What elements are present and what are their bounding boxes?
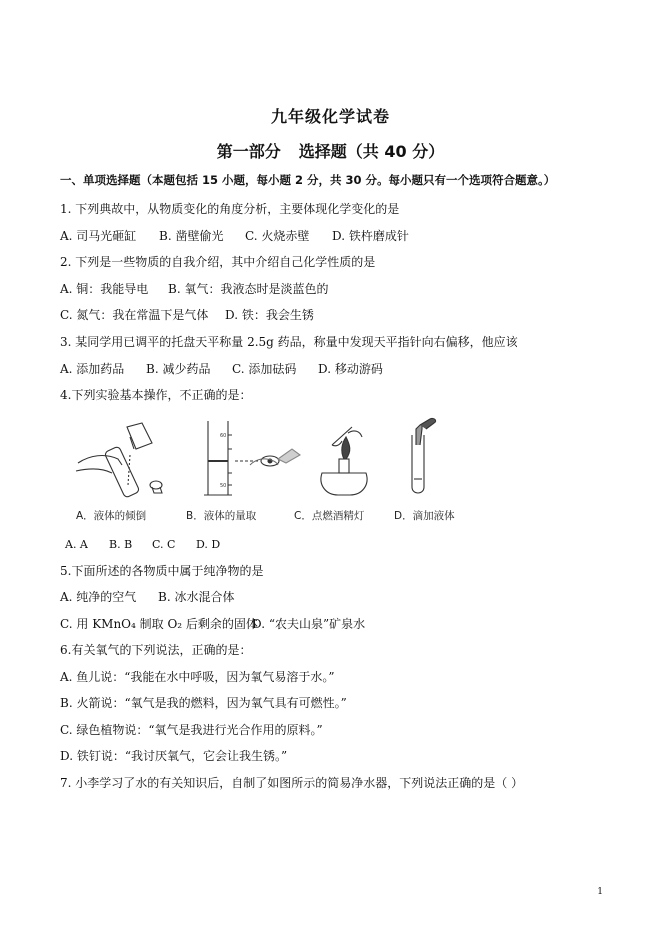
question-4-option-d: D. D: [196, 538, 221, 551]
question-3-option-d: D. 移动游码: [318, 362, 383, 376]
question-6-option-a: A. 鱼儿说：“我能在水中呼吸，因为氧气易溶于水。”: [60, 670, 335, 684]
alcohol-lamp-figure: [321, 427, 367, 495]
question-1-option-c: C. 火烧赤壁: [245, 229, 310, 243]
question-5-options-ab: [60, 589, 234, 605]
figure-label-d: D．滴加液体: [394, 510, 455, 522]
question-2-option-a: A. 铜：我能导电: [60, 282, 149, 296]
question-1-option-b: B. 凿壁偷光: [159, 229, 224, 243]
part-label: 第一部分: [216, 142, 281, 161]
exam-title: 九年级化学试卷: [270, 107, 390, 126]
question-4-option-c: C. C: [152, 538, 176, 551]
question-6-option-d: D. 铁钉说：“我讨厌氧气，它会让我生锈。”: [60, 749, 288, 763]
question-1-options: [60, 228, 409, 244]
measuring-cylinder-figure: [204, 421, 300, 495]
part-subtitle: 选择题（共 40 分）: [298, 142, 445, 161]
dropper-figure: [412, 418, 436, 493]
question-5-option-d: D. “农夫山泉”矿泉水: [252, 617, 366, 631]
question-6-option-c: C. 绿色植物说：“氧气是我进行光合作用的原料。”: [60, 723, 323, 737]
question-3-option-a: A. 添加药品: [60, 362, 125, 376]
pouring-liquid-figure: [76, 423, 162, 498]
watermark-scribble: [250, 459, 278, 465]
question-4-option-a: A. A: [65, 538, 88, 551]
question-3-options: [60, 361, 383, 377]
question-3-option-b: B. 减少药品: [146, 362, 211, 376]
question-1-stem: 1. 下列典故中，从物质变化的角度分析，主要体现化学变化的是: [60, 202, 400, 216]
question-5-options-cd: [60, 616, 365, 632]
figure-label-b: B．液体的量取: [186, 510, 257, 522]
question-5-option-a: A. 纯净的空气: [60, 590, 137, 604]
figure-label-c: C．点燃酒精灯: [294, 510, 365, 522]
question-2-stem: 2. 下列是一些物质的自我介绍，其中介绍自己化学性质的是: [60, 255, 376, 269]
question-4-option-b: B. B: [109, 538, 133, 551]
question-2-options-cd: [60, 307, 314, 323]
question-2-option-c: C. 氮气：我在常温下是气体: [60, 308, 209, 322]
question-5-option-c: C. 用 KMnO₄ 制取 O₂ 后剩余的固体: [60, 617, 258, 631]
question-6-stem: 6.有关氧气的下列说法，正确的是：: [60, 643, 252, 657]
svg-text:60: 60: [220, 433, 227, 439]
question-3-option-c: C. 添加砝码: [232, 362, 297, 376]
question-5-stem: 5.下面所述的各物质中属于纯净物的是: [60, 564, 264, 578]
question-6-option-b: B. 火箭说：“氧气是我的燃料，因为氧气具有可燃性。”: [60, 696, 347, 710]
question-2-option-d: D. 铁：我会生锈: [225, 308, 314, 322]
page-number: 1: [597, 887, 603, 897]
svg-text:50: 50: [220, 483, 227, 489]
question-2-option-b: B. 氧气：我液态时是淡蓝色的: [168, 282, 329, 296]
question-5-option-b: B. 冰水混合体: [158, 590, 235, 604]
section-heading: 一、单项选择题（本题包括 15 小题，每小题 2 分，共 30 分。每小题只有一个选项符合题意。）: [60, 173, 556, 187]
question-3-stem: 3. 某同学用已调平的托盘天平称量 2.5g 药品，称量中发现天平指针向右偏移，他应该: [60, 335, 518, 349]
part-title: [0, 139, 661, 162]
question-2-options-ab: [60, 281, 328, 297]
question-7-stem: 7. 小李学习了水的有关知识后，自制了如图所示的简易净水器，下列说法正确的是（ ）: [60, 776, 524, 790]
question-1-option-a: A. 司马光砸缸: [60, 229, 137, 243]
question-4-options: [65, 537, 220, 553]
question-1-option-d: D. 铁杵磨成针: [332, 229, 409, 243]
question-4-stem: 4.下列实验基本操作，不正确的是：: [60, 388, 252, 402]
figure-label-a: A．液体的倾倒: [76, 510, 147, 522]
